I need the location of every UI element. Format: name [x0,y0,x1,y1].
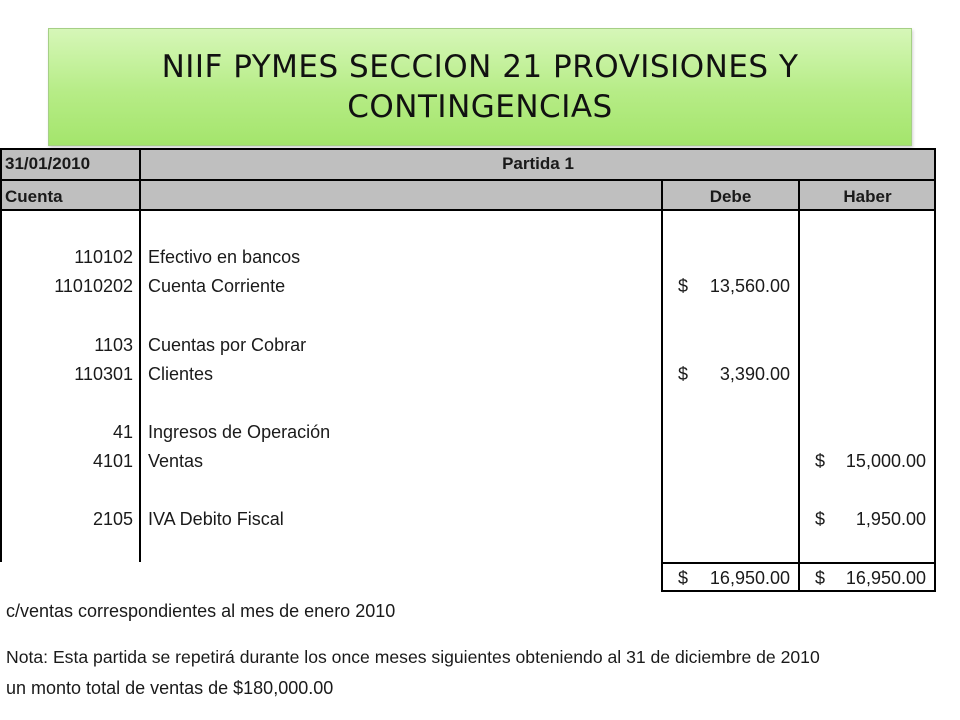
note-line-2: un monto total de ventas de $180,000.00 [6,678,334,698]
account-code: 41 [112,422,133,442]
account-name: Clientes [148,364,214,384]
account-name: Cuenta Corriente [148,276,286,296]
account-name: Ingresos de Operación [148,422,331,442]
table-border-left [0,148,2,562]
totals-bottom-border [661,590,936,592]
column-header-debit: Debe [709,187,752,206]
column-header-account: Cuenta [5,187,63,206]
entry-date: 31/01/2010 [5,154,91,173]
account-name: IVA Debito Fiscal [148,509,284,529]
entry-concept: c/ventas correspondientes al mes de enero 2010 [6,601,396,621]
account-code: 1103 [94,335,133,355]
account-code: 110102 [74,247,133,267]
account-code: 2105 [92,509,133,529]
table-border-right [934,148,936,592]
slide-title: NIIF PYMES SECCION 21 PROVISIONES Y CONTINGENCIAS [161,49,799,125]
journal-entry-table: 31/01/2010 Partida 1 Cuenta Debe Haber 110102 Efectivo en bancos 11010202 Cuenta Corriente $ 13,560.00 1103 Cuentas por Cobrar 110301 Clientes $ 3,390.00 41 Ingresos de Operación 4101 Ventas $ 15,000.00 2105 IVA Debito Fiscal $ 1,950.00 $ 16,950.00 $ 16,950.00 [0,148,936,592]
debit-column-divider [661,179,663,592]
totals-top-border [661,562,936,564]
account-name: Efectivo en bancos [148,247,301,267]
account-name: Ventas [148,451,204,471]
account-column-divider [139,148,141,562]
entry-title: Partida 1 [502,154,574,173]
account-code: 4101 [92,451,133,471]
slide-title-box [48,28,912,146]
note-line-1: Nota: Esta partida se repetirá durante los once meses siguientes obteniendo al 31 de diciembre de 2010 [6,647,820,667]
column-header-credit: Haber [843,187,892,206]
account-code: 110301 [74,364,133,384]
account-name: Cuentas por Cobrar [148,335,307,355]
credit-column-divider [798,179,800,592]
account-code: 11010202 [54,276,133,296]
